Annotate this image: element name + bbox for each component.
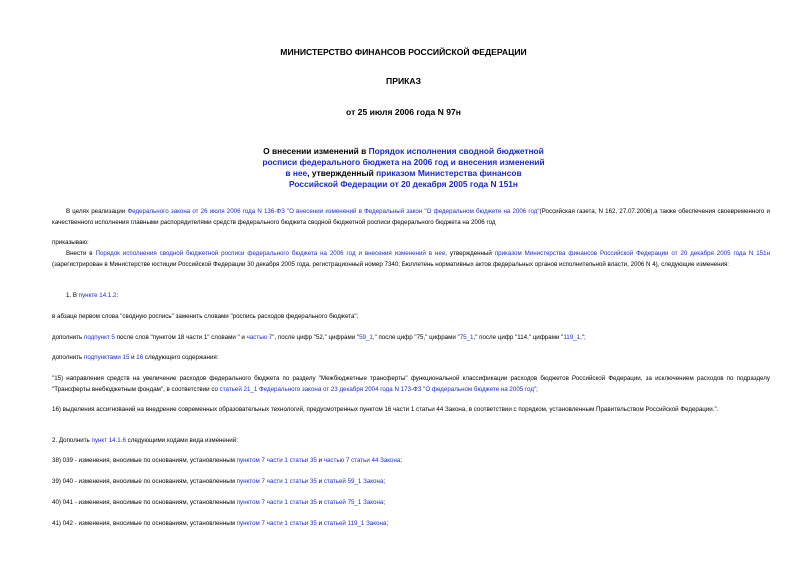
link-podpunkt-5[interactable]: подпункт 5 xyxy=(83,334,115,341)
link-statya-75-1[interactable]: статьей 75_1 Закона xyxy=(323,499,384,506)
title-link-order-3[interactable]: в нее xyxy=(285,168,308,178)
link-chast-7[interactable]: частью 7 xyxy=(246,334,273,341)
text: ; xyxy=(400,457,403,464)
title-line-1 xyxy=(0,146,807,157)
paragraph-amend-intro xyxy=(52,249,770,270)
link-prikaz-151n[interactable]: приказом Министерства финансов Российской Федерации от 20 декабря 2005 года N 151н xyxy=(494,250,770,257)
paragraph-preamble xyxy=(52,207,770,228)
title-link-order[interactable]: Порядок исполнения сводной бюджетной xyxy=(368,146,544,156)
text: (зарегистрирован в Министерстве юстиции Российской Федерации 30 декабря 2005 года, регистрационный номер 7340; Бюллетень нормативных актов федеральных органов исполнительной власти, 2006 N 4), следующие изменения: xyxy=(52,260,730,268)
text: ,"; xyxy=(580,334,586,341)
text: , утвержденный xyxy=(445,250,495,257)
ministry-heading: МИНИСТЕРСТВО ФИНАНСОВ РОССИЙСКОЙ ФЕДЕРАЦИИ xyxy=(280,47,527,57)
text: 1. В xyxy=(66,292,79,299)
date-number-heading: от 25 июля 2006 года N 97н xyxy=(346,107,461,117)
title-line-3 xyxy=(0,168,807,179)
paragraph-abzac: в абзаце первом слова "сводную роспись" заменить словами "роспись расходов федерального бюджета"; xyxy=(52,313,359,320)
text: "15) направления средств на увеличение расходов федерального бюджета по разделу "Межбюджетные трансферты" функциональной классификации расходов бюджетов Российской Федерации, за исключением расходов по подразделу "Трансферты внебюджетным фондам", в соответствии со xyxy=(52,375,770,393)
link-punkt-14-1-6[interactable]: пункт 14.1.6 xyxy=(91,437,126,444)
text: 41) 042 - изменения, вносимые по основаниям, установленным xyxy=(52,520,237,527)
paragraph-code-041 xyxy=(52,498,770,509)
paragraph-code-039 xyxy=(52,456,770,467)
link-statya-59-1[interactable]: статьей 59_1 Закона xyxy=(323,478,384,485)
link-punkt-7-statya-35[interactable]: пунктом 7 части 1 статьи 35 xyxy=(236,457,317,464)
text: дополнить xyxy=(52,334,84,341)
paragraph-item-1 xyxy=(52,291,770,302)
paragraph-podpunkt-5 xyxy=(52,333,770,344)
link-podpunkt-16[interactable]: 16 xyxy=(136,354,144,361)
link-59-1[interactable]: 59_1 xyxy=(359,334,373,341)
link-punkt-7-statya-35[interactable]: пунктом 7 части 1 статьи 35 xyxy=(236,499,317,506)
doc-type-heading: ПРИКАЗ xyxy=(386,76,421,86)
text: 38) 039 - изменения, вносимые по основаниям, установленным xyxy=(52,457,237,464)
link-statya-119-1[interactable]: статьей 119_1 Закона xyxy=(323,520,387,527)
text: и xyxy=(129,354,137,361)
link-statya-21-1[interactable]: статьей 21_1 Федерального закона от 23 декабря 2004 года N 173-ФЗ "О федеральном бюджете на 2005 год" xyxy=(219,385,537,393)
text: и xyxy=(316,478,324,485)
text: ", после цифр "52," цифрами " xyxy=(272,334,360,341)
title-link-prikaz[interactable]: приказом Министерства финансов xyxy=(376,168,522,178)
text: В целях реализации xyxy=(66,208,128,215)
link-chast-7-statya-44[interactable]: частью 7 статьи 44 Закона xyxy=(323,457,401,464)
paragraph-podpunkty-15-16 xyxy=(52,353,770,364)
text: следующими кодами вида изменений: xyxy=(125,437,238,444)
link-punkt-7-statya-35[interactable]: пунктом 7 части 1 статьи 35 xyxy=(236,520,317,527)
paragraph-code-040 xyxy=(52,477,770,488)
title-line-4 xyxy=(0,179,807,190)
title-link-prikaz-2[interactable]: Российской Федерации от 20 декабря 2005 года N 151н xyxy=(289,179,518,189)
text: и xyxy=(316,499,324,506)
text: ," после цифр "75," цифрами " xyxy=(372,334,460,341)
text: дополнить xyxy=(52,354,84,361)
paragraph-prikazyvayu: приказываю: xyxy=(52,239,89,246)
text: и xyxy=(316,457,324,464)
paragraph-code-042 xyxy=(52,519,770,530)
document-title xyxy=(0,146,807,190)
text: ; xyxy=(383,499,386,506)
link-podpunkt-15[interactable]: подпунктами 15 xyxy=(83,354,130,361)
text: Внести в xyxy=(66,250,96,257)
title-link-order-2[interactable]: росписи федерального бюджета на 2006 год и внесения изменений xyxy=(262,157,545,167)
text: 39) 040 - изменения, вносимые по основаниям, установленным xyxy=(52,478,237,485)
text: ," после цифр "114," цифрами " xyxy=(473,334,564,341)
paragraph-item-15 xyxy=(52,374,770,395)
text: : xyxy=(116,292,119,299)
text: ; xyxy=(383,478,386,485)
text: ; xyxy=(536,385,538,393)
title-text: О внесении изменений в xyxy=(263,146,369,156)
title-text-2: , утвержденный xyxy=(307,168,377,178)
link-75-1[interactable]: 75_1 xyxy=(459,334,474,341)
title-line-2 xyxy=(0,157,807,168)
text: 40) 041 - изменения, вносимые по основаниям, установленным xyxy=(52,499,237,506)
paragraph-item-16: 16) выделения ассигнований на внедрение современных образовательных технологий, предусмотренных пунктом 16 части 1 статьи 44 Закона, в соответствии с порядком, установленным Правительством Российской Федерации.". xyxy=(52,406,719,413)
link-punkt-14-1-2[interactable]: пункте 14.1.2 xyxy=(78,292,117,299)
paragraph-item-2 xyxy=(52,436,770,447)
text: и xyxy=(316,520,324,527)
text: 2. Дополнить xyxy=(52,437,92,444)
text: ; xyxy=(386,520,389,527)
link-federal-law-136[interactable]: Федерального закона от 26 июля 2006 года N 136-ФЗ "О внесении изменений в Федеральный закон "О федеральном бюджете на 2006 год" xyxy=(127,208,540,215)
link-119-1[interactable]: 119_1 xyxy=(563,334,581,341)
link-punkt-7-statya-35[interactable]: пунктом 7 части 1 статьи 35 xyxy=(236,478,317,485)
text: (Российская газета, N 162, 27.07.2006),а также обеспечения своевременного и качественного исполнения главными распорядителями средств федерального бюджета сводной бюджетной росписи федерального бюджета на 2006 год xyxy=(52,208,770,226)
link-order-procedure[interactable]: Порядок исполнения сводной бюджетной росписи федерального бюджета на 2006 год и внесения изменений в нее xyxy=(95,250,446,257)
text: следующего содержания: xyxy=(143,354,219,361)
text: после слов "пунктом 18 части 1" словами " и xyxy=(114,334,247,341)
